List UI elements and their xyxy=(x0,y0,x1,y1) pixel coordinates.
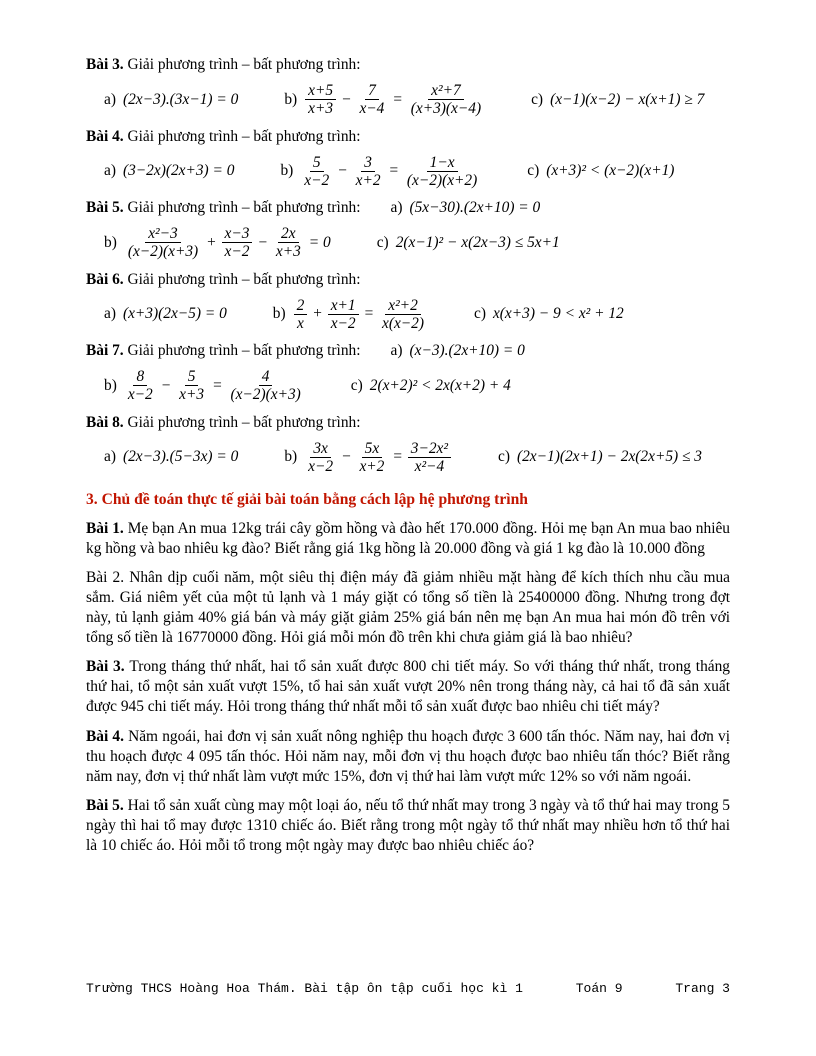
word-problem-text: Mẹ bạn An mua 12kg trái cây gồm hồng và đào hết 170.000 đồng. Hỏi mẹ bạn An mua bao nhiêu kg hồng và bao nhiêu kg đào? Biết rằng giá 1kg hồng là 20.000 đồng và giá 1 kg đào là 10.000 đồng xyxy=(86,520,730,558)
exercise-block xyxy=(86,341,730,404)
fraction-numerator: x−3 xyxy=(222,225,253,243)
fraction-denominator: x+2 xyxy=(355,171,381,189)
fraction xyxy=(125,225,201,261)
exercise-part xyxy=(377,233,562,253)
exercise-part xyxy=(280,154,483,190)
fraction xyxy=(301,154,332,190)
exercise-label: Bài 5. xyxy=(86,199,124,217)
math-text: (3−2x)(2x+3) = 0 xyxy=(122,162,235,180)
fraction-denominator: x(x−2) xyxy=(382,314,424,332)
math-text: (5x−30).(2x+10) = 0 xyxy=(409,199,541,217)
footer-school-text: Trường THCS Hoàng Hoa Thám. Bài tập ôn tập cuối học kì 1 xyxy=(86,981,523,997)
fraction-denominator: x+2 xyxy=(359,457,385,475)
part-label: a) xyxy=(104,90,116,108)
word-problem-label: Bài 3. xyxy=(86,658,130,676)
fraction xyxy=(176,368,207,404)
exercise-block xyxy=(86,413,730,476)
fraction-numerator: 4 xyxy=(259,368,273,386)
fraction-numerator: 1−x xyxy=(427,154,458,172)
fraction xyxy=(305,440,336,476)
fraction xyxy=(353,154,384,190)
exercise-block xyxy=(86,55,730,118)
page-footer xyxy=(86,981,730,998)
part-label: a) xyxy=(104,305,116,323)
word-problem-label: Bài 5. xyxy=(86,796,128,814)
fraction-numerator: 2 xyxy=(294,297,308,315)
exercise-block xyxy=(86,127,730,190)
part-label: b) xyxy=(284,90,298,108)
math-text: − xyxy=(341,448,352,466)
part-label: c) xyxy=(350,376,363,394)
part-label: a) xyxy=(104,162,116,180)
math-text: 2(x−1)² − x(2x−3) ≤ 5x+1 xyxy=(395,233,560,251)
word-problem xyxy=(86,727,730,787)
exercise-part xyxy=(104,161,236,181)
exercise-heading xyxy=(86,270,730,290)
word-problem xyxy=(86,657,730,717)
exercise-intro: Giải phương trình – bất phương trình: xyxy=(123,342,361,360)
math-text: = xyxy=(388,162,399,180)
math-text: − xyxy=(341,90,352,108)
exercise-part xyxy=(104,90,240,110)
math-text: = 0 xyxy=(308,233,331,251)
exercise-list xyxy=(86,55,730,475)
part-label: c) xyxy=(376,233,389,251)
math-text: x(x+3) − 9 < x² + 12 xyxy=(492,305,624,323)
fraction-numerator: 8 xyxy=(133,368,147,386)
math-text: − xyxy=(337,162,348,180)
exercise-intro: Giải phương trình – bất phương trình: xyxy=(123,270,361,288)
fraction-numerator: x²+7 xyxy=(428,82,464,100)
fraction-numerator: 3x xyxy=(310,440,331,458)
fraction-numerator: x²−3 xyxy=(145,225,181,243)
word-problem xyxy=(86,796,730,856)
fraction xyxy=(227,368,303,404)
section-heading: 3. Chủ đề toán thực tế giải bài toán bằng cách lập hệ phương trình xyxy=(86,491,528,509)
fraction-numerator: 5 xyxy=(310,154,324,172)
exercise-part xyxy=(104,304,229,324)
exercise-parts-line xyxy=(104,154,730,190)
word-problem-label: Bài 2. xyxy=(86,569,130,587)
exercise-intro: Giải phương trình – bất phương trình: xyxy=(123,199,361,217)
math-text: − xyxy=(257,233,268,251)
fraction xyxy=(379,297,427,333)
word-problem-list xyxy=(86,519,730,855)
exercise-intro: Giải phương trình – bất phương trình: xyxy=(123,56,361,73)
fraction xyxy=(125,368,156,404)
exercise-part xyxy=(284,440,454,476)
fraction-denominator: x+3 xyxy=(179,386,205,404)
part-label: b) xyxy=(284,448,298,466)
math-text: − xyxy=(160,376,172,394)
fraction-denominator: x−4 xyxy=(359,100,385,118)
part-label: c) xyxy=(474,305,486,323)
exercise-heading xyxy=(86,55,730,75)
fraction xyxy=(294,297,308,333)
exercise-label: Bài 8. xyxy=(86,413,124,431)
fraction-denominator: (x−2)(x+3) xyxy=(127,243,199,261)
fraction-denominator: x−2 xyxy=(308,457,334,475)
fraction-denominator: (x−2)(x+2) xyxy=(406,171,478,189)
word-problem xyxy=(86,568,730,648)
word-problem-text: Năm ngoái, hai đơn vị sản xuất nông nghiệp thu hoạch được 3 600 tấn thóc. Năm nay, hai đơn vị thu hoạch được 4 095 tấn thóc. Hỏi năm nay, mỗi đơn vị thu hoạch được bao nhiêu tấn thóc? Biết rằng năm nay, đơn vị thứ nhất làm vượt mức 15%, đơn vị thứ hai làm vượt mức 12% so với năm ngoái. xyxy=(86,727,730,785)
math-text: (x−1)(x−2) − x(x+1) ≥ 7 xyxy=(550,90,705,108)
fraction-numerator: 3 xyxy=(361,154,375,172)
footer-subject-text: Toán 9 xyxy=(575,981,623,997)
fraction xyxy=(356,82,387,118)
math-text: (x+3)² < (x−2)(x+1) xyxy=(546,162,675,180)
exercise-intro: Giải phương trình – bất phương trình: xyxy=(123,413,361,431)
word-problem-label: Bài 1. xyxy=(86,520,128,538)
exercise-part xyxy=(391,341,527,361)
fraction-denominator: (x−2)(x+3) xyxy=(230,386,301,404)
exercise-intro: Giải phương trình – bất phương trình: xyxy=(123,127,361,145)
exercise-heading xyxy=(86,413,730,433)
word-problem xyxy=(86,519,730,559)
exercise-parts-line xyxy=(104,225,730,261)
math-text: = xyxy=(363,305,374,323)
word-problem-text: Hai tổ sản xuất cùng may một loại áo, nếu tổ thứ nhất may trong 3 ngày và tổ thứ hai may trong 5 ngày thì hai tổ may được 1310 chiếc áo. Biết rằng trong một ngày tổ thứ nhất may nhiều hơn tổ thứ hai là 10 chiếc áo. Hỏi mỗi tổ trong một ngày may được bao nhiêu chiếc áo? xyxy=(86,796,730,854)
exercise-part xyxy=(104,447,240,467)
fraction-denominator: x+3 xyxy=(308,100,334,118)
part-label: c) xyxy=(531,90,544,108)
exercise-block xyxy=(86,198,730,261)
exercise-parts-line xyxy=(104,82,730,118)
exercise-label: Bài 7. xyxy=(86,342,124,360)
fraction xyxy=(273,225,304,261)
fraction-denominator: (x+3)(x−4) xyxy=(410,100,482,118)
part-label: a) xyxy=(104,448,116,466)
fraction-numerator: x+5 xyxy=(305,82,336,100)
fraction-numerator: x²+2 xyxy=(385,297,421,315)
exercise-label: Bài 6. xyxy=(86,270,124,288)
fraction-denominator: x xyxy=(297,314,304,332)
fraction-denominator: x−2 xyxy=(127,386,153,404)
fraction-denominator: x−2 xyxy=(304,171,330,189)
exercise-label: Bài 3. xyxy=(86,56,124,73)
math-text: (x−3).(2x+10) = 0 xyxy=(409,342,525,360)
exercise-parts-line xyxy=(104,297,730,333)
fraction-numerator: 3−2x² xyxy=(408,440,451,458)
fraction xyxy=(404,154,480,190)
math-text: (2x−1)(2x+1) − 2x(2x+5) ≤ 3 xyxy=(516,448,702,466)
fraction-numerator: 7 xyxy=(365,82,379,100)
math-text: + xyxy=(206,233,217,251)
math-text: (2x−3).(5−3x) = 0 xyxy=(122,448,239,466)
part-label: b) xyxy=(280,162,294,180)
word-problem-text: Nhân dịp cuối năm, một siêu thị điện máy đã giảm nhiều mặt hàng để kích thích nhu cầu mua sắm. Giá niêm yết của một tủ lạnh và 1 máy giặt có tổng số tiền là 25400000 đồng. Nhưng trong đợt này, tủ lạnh giảm 40% giá bán và máy giặt giảm 25% giá bán nên mẹ bạn An mua hai món đồ trên với tổng số tiền là 16770000 đồng. Hỏi giá mỗi món đồ trên khi chưa giảm giá là bao nhiêu? xyxy=(86,569,730,647)
exercise-block xyxy=(86,270,730,333)
exercise-heading xyxy=(86,127,730,147)
exercise-parts-line xyxy=(104,440,730,476)
fraction-denominator: x²−4 xyxy=(414,457,445,475)
word-problem-text: Trong tháng thứ nhất, hai tổ sản xuất được 800 chi tiết máy. So với tháng thứ nhất, trong tháng thứ hai, tổ một sản xuất vượt 15%, tổ hai sản xuất vượt 20% nên trong tháng này, cả hai tổ đã sản xuất được 945 chi tiết máy. Hỏi trong tháng thứ nhất mỗi tổ sản xuất được bao nhiêu chi tiết máy? xyxy=(86,658,730,716)
math-text: (2x−3).(3x−1) = 0 xyxy=(122,90,239,108)
math-text: = xyxy=(392,90,403,108)
fraction-numerator: 2x xyxy=(278,225,299,243)
exercise-parts-line xyxy=(104,368,730,404)
fraction xyxy=(408,82,484,118)
exercise-part xyxy=(273,297,430,333)
math-text: (x+3)(2x−5) = 0 xyxy=(122,305,227,323)
exercise-part xyxy=(104,225,333,261)
exercise-part xyxy=(351,376,513,396)
exercise-part xyxy=(391,198,543,218)
fraction xyxy=(305,82,336,118)
part-label: c) xyxy=(527,162,540,180)
fraction xyxy=(408,440,451,476)
exercise-part xyxy=(498,447,704,467)
part-label: b) xyxy=(272,305,286,323)
fraction xyxy=(222,225,253,261)
math-text: 2(x+2)² < 2x(x+2) + 4 xyxy=(369,376,511,394)
math-text: = xyxy=(392,448,403,466)
footer-page-number: Trang 3 xyxy=(675,981,730,997)
part-label: a) xyxy=(390,342,403,360)
fraction-numerator: x+1 xyxy=(328,297,359,315)
fraction-denominator: x+3 xyxy=(275,243,301,261)
part-label: a) xyxy=(390,199,403,217)
exercise-part xyxy=(527,161,676,181)
fraction xyxy=(328,297,359,333)
fraction-denominator: x−2 xyxy=(224,243,250,261)
exercise-label: Bài 4. xyxy=(86,127,124,145)
math-text: + xyxy=(312,305,323,323)
math-text: = xyxy=(212,376,223,394)
exercise-part xyxy=(474,304,626,324)
exercise-heading xyxy=(86,198,730,218)
part-label: c) xyxy=(498,448,510,466)
word-problem-label: Bài 4. xyxy=(86,727,129,745)
exercise-part xyxy=(531,90,706,110)
fraction xyxy=(356,440,387,476)
exercise-part xyxy=(284,82,487,118)
exercise-heading xyxy=(86,341,730,361)
fraction-numerator: 5 xyxy=(185,368,199,386)
exercise-part xyxy=(104,368,307,404)
part-label: b) xyxy=(104,376,117,394)
part-label: b) xyxy=(104,233,117,251)
fraction-numerator: 5x xyxy=(362,440,383,458)
fraction-denominator: x−2 xyxy=(330,314,356,332)
